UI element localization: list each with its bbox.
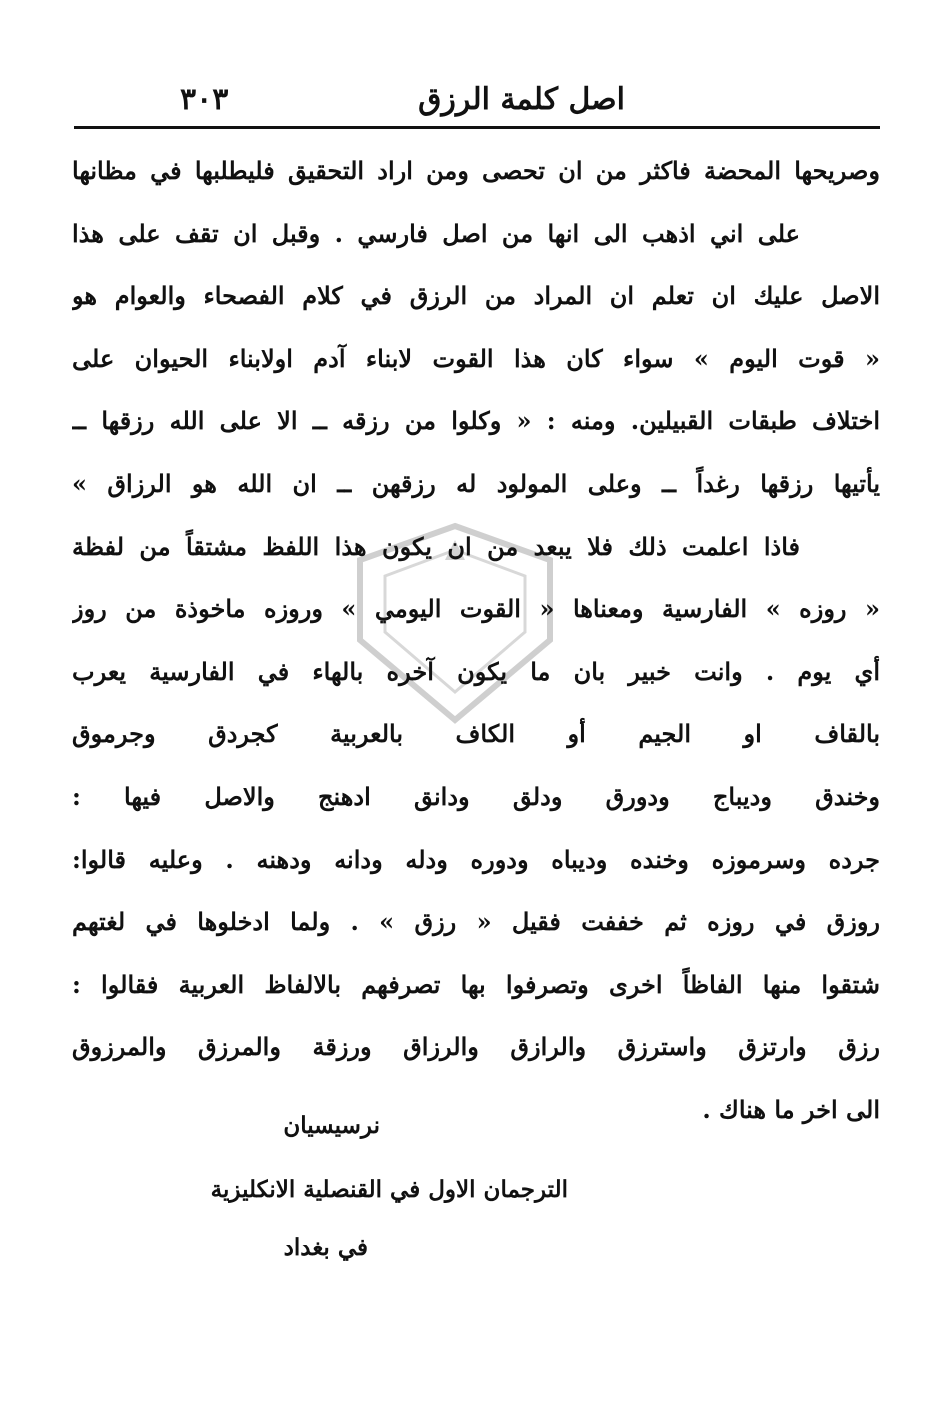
- text-line: شتقوا منها الفاظاً اخرى وتصرفوا بها تصرفهم بالالفاظ العربية فقالوا :: [72, 969, 880, 999]
- text-line: جرده وسرموزه وخنده وديباه ودوره ودله ودانه ودهنه . وعليه قالوا:: [72, 844, 880, 874]
- signature-name: نرسيسيان: [283, 1112, 380, 1139]
- page-number: ٣٠٣: [180, 82, 229, 117]
- text-line: « قوت اليوم » سواء كان هذا القوت لابناء آدم اولابناء الحيوان على: [72, 343, 880, 373]
- text-line: يأتيها رزقها رغداً ــ وعلى المولود له رزقهن ــ ان الله هو الرزاق »: [72, 468, 880, 498]
- text-line: اختلاف طبقات القبيلين. ومنه : « وكلوا من رزقه ــ الا على الله رزقها ــ: [72, 406, 880, 436]
- text-line: فاذا اعلمت ذلك فلا يبعد من ان يكون هذا اللفظ مشتقاً من لفظة: [72, 531, 800, 561]
- text-line: بالقاف او الجيم أو الكاف بالعربية كجردق وجرموق: [72, 719, 880, 749]
- body-text: [72, 140, 880, 1142]
- signature-place: في بغداد: [283, 1234, 368, 1261]
- page-header: [80, 78, 880, 124]
- running-title: اصل كلمة الرزق: [418, 82, 625, 117]
- text-line: وصريحها المحضة فاكثر من ان تحصى ومن اراد التحقيق فليطلبها في مظانها: [72, 156, 880, 185]
- text-line: الى اخر ما هناك .: [702, 1094, 880, 1124]
- text-line: « روزه » الفارسية ومعناها « القوت اليومي » وروزه ماخوذة من روز: [72, 594, 880, 624]
- text-line: رزق وارتزق واسترزق والرازق والرزاق ورزقة والمرزق والمرزوق: [72, 1032, 880, 1062]
- text-line: روزق في روزه ثم خففت فقيل « رزق » . ولما ادخلوها في لغتهم: [72, 907, 880, 937]
- text-line: وخندق وديباج ودورق ودلق ودانق ادهنج والاصل فيها :: [72, 781, 880, 811]
- text-line: الاصل عليك ان تعلم ان المراد من الرزق في كلام الفصحاء والعوام هو: [72, 281, 880, 311]
- text-line: أي يوم . وانت خبير بان ما يكون آخره بالهاء في الفارسية يعرب: [72, 656, 880, 686]
- signature-role: الترجمان الاول في القنصلية الانكليزية: [210, 1176, 568, 1203]
- header-rule: [74, 126, 880, 129]
- text-line: على اني اذهب الى انها من اصل فارسي . وقبل ان تقف على هذا: [72, 218, 800, 248]
